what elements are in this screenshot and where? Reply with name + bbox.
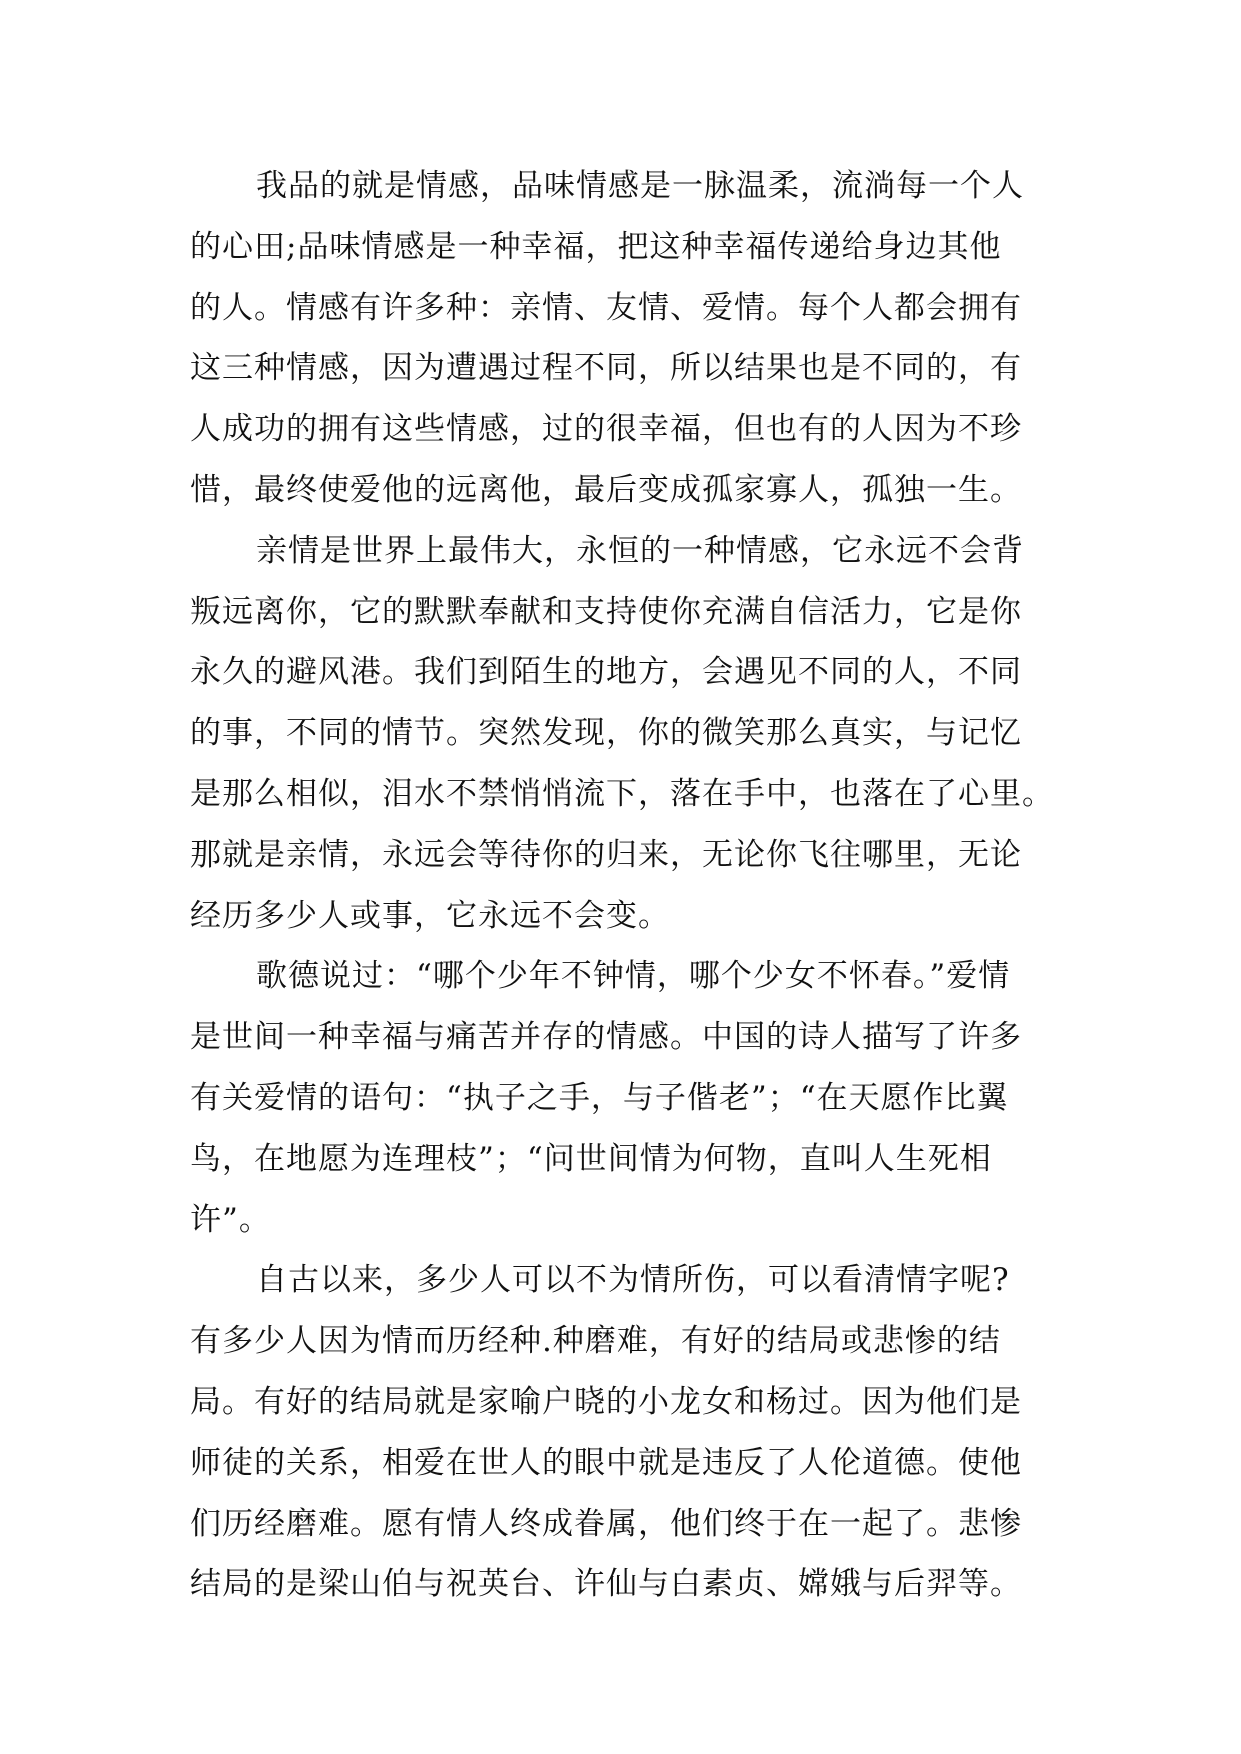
text-line: 我品的就是情感，品味情感是一脉温柔，流淌每一个人 xyxy=(256,168,1024,204)
text-line: 永久的避风港。我们到陌生的地方，会遇见不同的人，不同 xyxy=(190,654,1022,691)
text-line: 是世间一种幸福与痛苦并存的情感。中国的诗人描写了许多 xyxy=(190,1019,1022,1056)
text-line: 的事，不同的情节。突然发现，你的微笑那么真实，与记忆 xyxy=(190,715,1022,752)
text-line: 人成功的拥有这些情感，过的很幸福，但也有的人因为不珍 xyxy=(190,411,1022,448)
text-line: 师徒的关系，相爱在世人的眼中就是违反了人伦道德。使他 xyxy=(190,1444,1022,1481)
text-line: 结局的是梁山伯与祝英台、许仙与白素贞、嫦娥与后羿等。 xyxy=(190,1566,1022,1603)
text-line: 这三种情感，因为遭遇过程不同，所以结果也是不同的，有 xyxy=(190,350,1022,387)
text-line: 是那么相似，泪水不禁悄悄流下，落在手中，也落在了心里。 xyxy=(190,775,1054,812)
paragraph-love-stories xyxy=(190,1250,1070,1615)
paragraph-romantic-love xyxy=(190,946,1070,1250)
text-line: 们历经磨难。愿有情人终成眷属，他们终于在一起了。悲惨 xyxy=(190,1505,1022,1542)
text-line: 歌德说过：“哪个少年不钟情，哪个少女不怀春。”爱情 xyxy=(256,958,1011,995)
text-line: 叛远离你，它的默默奉献和支持使你充满自信活力，它是你 xyxy=(190,593,1022,630)
text-line: 亲情是世界上最伟大，永恒的一种情感，它永远不会背 xyxy=(256,532,1024,569)
paragraph-family-love xyxy=(190,521,1070,947)
text-line: 惜，最终使爱他的远离他，最后变成孤家寡人，孤独一生。 xyxy=(190,471,1022,508)
text-line: 有关爱情的语句：“执子之手，与子偕老”；“在天愿作比翼 xyxy=(190,1079,1009,1116)
text-line: 那就是亲情，永远会等待你的归来，无论你飞往哪里，无论 xyxy=(190,836,1022,873)
text-line: 鸟，在地愿为连理枝”；“问世间情为何物，直叫人生死相 xyxy=(190,1140,992,1177)
text-line: 有多少人因为情而历经种.种磨难，有好的结局或悲惨的结 xyxy=(190,1323,1001,1360)
text-line: 的心田;品味情感是一种幸福，把这种幸福传递给身边其他 xyxy=(190,228,1002,265)
text-line: 许”。 xyxy=(190,1201,271,1238)
text-line: 自古以来，多少人可以不为情所伤，可以看清情字呢? xyxy=(256,1262,1010,1299)
document-body xyxy=(190,156,1070,1615)
text-line: 局。有好的结局就是家喻户晓的小龙女和杨过。因为他们是 xyxy=(190,1383,1022,1420)
text-line: 经历多少人或事，它永远不会变。 xyxy=(190,897,670,934)
paragraph-emotion-intro xyxy=(190,156,1070,521)
text-line: 的人。情感有许多种：亲情、友情、爱情。每个人都会拥有 xyxy=(190,289,1022,326)
